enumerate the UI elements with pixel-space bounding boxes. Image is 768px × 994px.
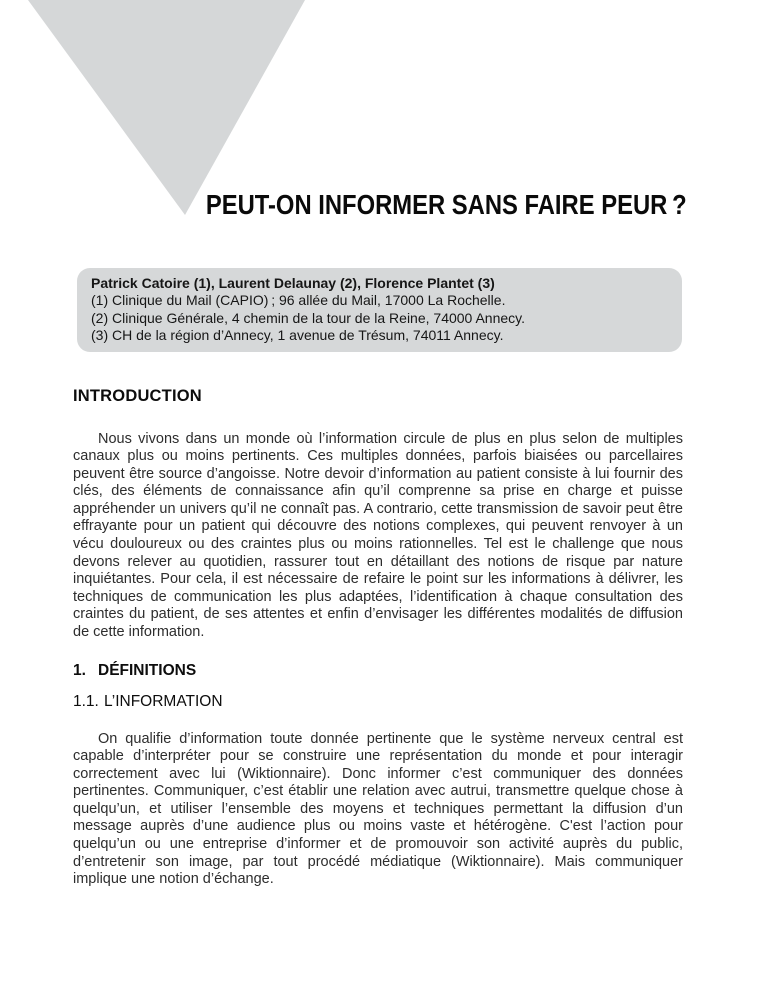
affiliation-3: (3) CH de la région d’Annecy, 1 avenue de Trésum, 74011 Annecy. bbox=[91, 327, 504, 344]
section-title-definitions: DÉFINITIONS bbox=[98, 662, 197, 679]
section-title-information: L’INFORMATION bbox=[104, 693, 223, 710]
author-names: Patrick Catoire (1), Laurent Delaunay (2), Florence Plantet (3) bbox=[91, 275, 495, 291]
heading-information bbox=[73, 693, 223, 711]
authors-box bbox=[77, 268, 682, 352]
paragraph-introduction: Nous vivons dans un monde où l’information circule de plus en plus selon de multiples canaux plus ou moins pertinents. Ces multiples données, parfois biaisées ou parcellaires peuvent être source d’angoisse. Notre devoir d’information au patient consiste à lui fournir des clés, des éléments de connaissance afin qu’il comprenne sa prise en charge et puisse appréhender un univers qu’il ne connaît pas. A contrario, cette transmission de savoir peut être effrayante pour un patient qui découvre des notions complexes, qui peuvent renvoyer à un vécu douloureux ou des craintes plus ou moins rationnelles. Tel est le challenge que nous devons relever au quotidien, rassurer tout en détaillant des notions de risque par nature inquiétantes. Pour cela, il est nécessaire de refaire le point sur les informations à délivrer, les techniques de communication les plus adaptées, l’identification à chaque consultation des craintes du patient, de ses attentes et enfin d’envisager les différentes modalités de diffusion de cette information. bbox=[73, 430, 683, 641]
section-number-definitions: 1. bbox=[73, 662, 86, 679]
heading-introduction: INTRODUCTION bbox=[73, 387, 202, 405]
affiliation-2: (2) Clinique Générale, 4 chemin de la tour de la Reine, 74000 Annecy. bbox=[91, 309, 526, 326]
paragraph-information: On qualifie d’information toute donnée pertinente que le système nerveux central est capable d’interpréter pour se construire une représentation du monde et pour interagir correctement avec lui (Wiktionnaire). Donc informer c’est communiquer des données pertinentes. Communiquer, c’est établir une relation avec autrui, transmettre quelque chose à quelqu’un, et utiliser l’ensemble des moyens et techniques permettant la diffusion d’un message auprès d’une audience plus ou moins vaste et hétérogène. C'est l’action pour quelqu’un ou une entreprise d’informer et de promouvoir son activité auprès du public, d’entretenir son image, par tout procédé médiatique (Wiktionnaire). Mais communiquer implique une notion d’échange. bbox=[73, 730, 683, 888]
heading-definitions bbox=[73, 662, 196, 680]
corner-triangle-decoration bbox=[0, 0, 310, 216]
affiliation-1: (1) Clinique du Mail (CAPIO) ; 96 allée du Mail, 17000 La Rochelle. bbox=[91, 292, 506, 309]
triangle-shape bbox=[28, 0, 305, 215]
page-title: PEUT-ON INFORMER SANS FAIRE PEUR ? bbox=[206, 189, 687, 220]
section-number-information: 1.1. bbox=[73, 693, 99, 710]
